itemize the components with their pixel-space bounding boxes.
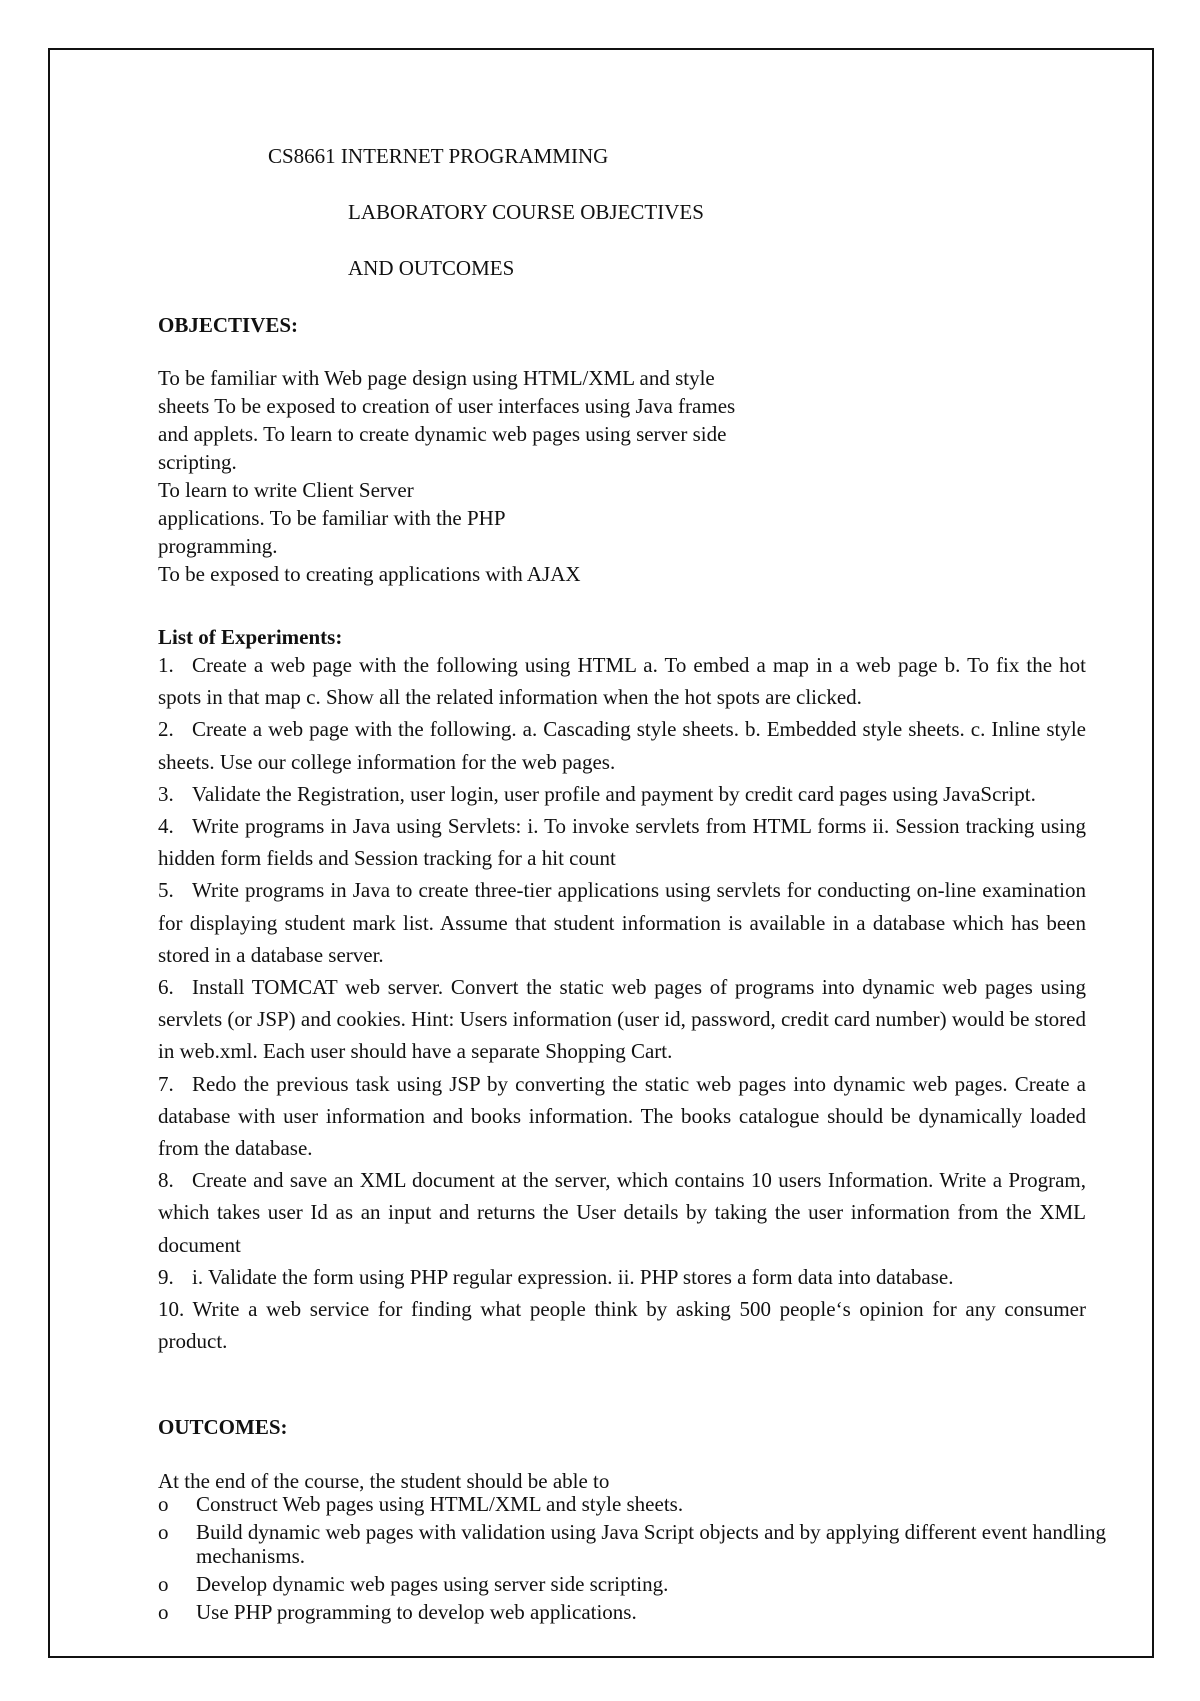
experiment-item [158, 810, 1086, 874]
experiment-text: Validate the Registration, user login, user profile and payment by credit card pages using JavaScript. [192, 781, 1036, 806]
course-subtitle: LABORATORY COURSE OBJECTIVES [348, 200, 704, 224]
outcome-item [158, 1520, 1108, 1568]
objective-line: To be exposed to creating applications with AJAX [158, 562, 581, 586]
outcomes-heading: OUTCOMES: [158, 1415, 288, 1439]
experiment-number: 4. [158, 814, 174, 839]
experiments-heading: List of Experiments: [158, 625, 343, 649]
experiment-item [158, 649, 1086, 713]
objectives-text [158, 364, 735, 588]
objective-line: and applets. To learn to create dynamic web pages using server side [158, 422, 727, 446]
experiment-item [158, 1164, 1086, 1261]
bullet-icon: o [158, 1520, 169, 1544]
outcome-item [158, 1600, 1108, 1624]
outcomes-list [158, 1492, 1108, 1628]
experiment-item [158, 778, 1086, 810]
outcome-text: Construct Web pages using HTML/XML and style sheets. [196, 1492, 684, 1516]
bullet-icon: o [158, 1600, 169, 1624]
experiment-text: Create a web page with the following. a. Cascading style sheets. b. Embedded style sheets. c. Inline style sheets. Use our college information for the web pages. [158, 717, 1086, 774]
experiment-text: Redo the previous task using JSP by converting the static web pages into dynamic web pages. Create a database with user information and books information. The books catalogue should be dynamically loaded from the database. [158, 1071, 1086, 1161]
objective-line: applications. To be familiar with the PHP [158, 506, 506, 530]
objective-line: sheets To be exposed to creation of user interfaces using Java frames [158, 394, 736, 418]
experiment-item [158, 713, 1086, 777]
bullet-icon: o [158, 1492, 169, 1516]
experiment-text: i. Validate the form using PHP regular expression. ii. PHP stores a form data into database. [192, 1264, 954, 1289]
experiment-item [158, 1261, 1086, 1293]
objectives-heading: OBJECTIVES: [158, 313, 299, 337]
outcome-item [158, 1492, 1108, 1516]
experiment-text: Create and save an XML document at the server, which contains 10 users Information. Write a Program, which takes user Id as an input and returns the User details by taking the user information from the XML document [158, 1168, 1086, 1257]
experiment-number: 8. [158, 1168, 174, 1193]
experiment-item [158, 874, 1086, 971]
experiment-number: 7. [158, 1071, 174, 1096]
experiments-list [158, 649, 1086, 1357]
outcomes-intro: At the end of the course, the student should be able to [158, 1469, 610, 1493]
experiment-text: Install TOMCAT web server. Convert the static web pages of programs into dynamic web pages using servlets (or JSP) and cookies. Hint: Users information (user id, password, credit card number) would be stored in web.xml. Each user should have a separate Shopping Cart. [158, 975, 1086, 1064]
experiment-number: 10. [158, 1297, 185, 1322]
outcome-item [158, 1572, 1108, 1596]
objective-line: scripting. [158, 450, 237, 474]
objective-line: To be familiar with Web page design using HTML/XML and style [158, 366, 715, 390]
experiment-number: 9. [158, 1264, 174, 1289]
experiment-text: Write programs in Java to create three-tier applications using servlets for conducting on-line examination for displaying student mark list. Assume that student information is available in a database which has been stored in a database server. [158, 878, 1086, 967]
outcome-text: Use PHP programming to develop web applications. [196, 1600, 637, 1624]
experiment-item [158, 1293, 1086, 1357]
experiment-text: Write programs in Java using Servlets: i. To invoke servlets from HTML forms ii. Session tracking using hidden form fields and Session tracking for a hit count [158, 814, 1086, 871]
bullet-icon: o [158, 1572, 169, 1596]
experiment-number: 1. [158, 653, 174, 677]
experiment-item [158, 971, 1086, 1068]
experiment-item [158, 1068, 1086, 1165]
course-subtitle-2: AND OUTCOMES [348, 256, 515, 280]
experiment-number: 2. [158, 717, 174, 742]
objective-line: programming. [158, 534, 278, 558]
experiment-number: 6. [158, 975, 174, 1000]
course-title: CS8661 INTERNET PROGRAMMING [268, 144, 609, 168]
experiment-number: 3. [158, 781, 174, 806]
outcome-text: Build dynamic web pages with validation using Java Script objects and by applying different event handling mechanisms. [196, 1520, 1107, 1568]
outcome-text: Develop dynamic web pages using server side scripting. [196, 1572, 669, 1596]
experiment-text: Create a web page with the following using HTML a. To embed a map in a web page b. To fix the hot spots in that map c. Show all the related information when the hot spots are clicked. [158, 653, 1086, 710]
experiment-text: Write a web service for finding what people think by asking 500 people‘s opinion for any consumer product. [158, 1297, 1086, 1354]
experiment-number: 5. [158, 878, 174, 903]
objective-line: To learn to write Client Server [158, 478, 414, 502]
